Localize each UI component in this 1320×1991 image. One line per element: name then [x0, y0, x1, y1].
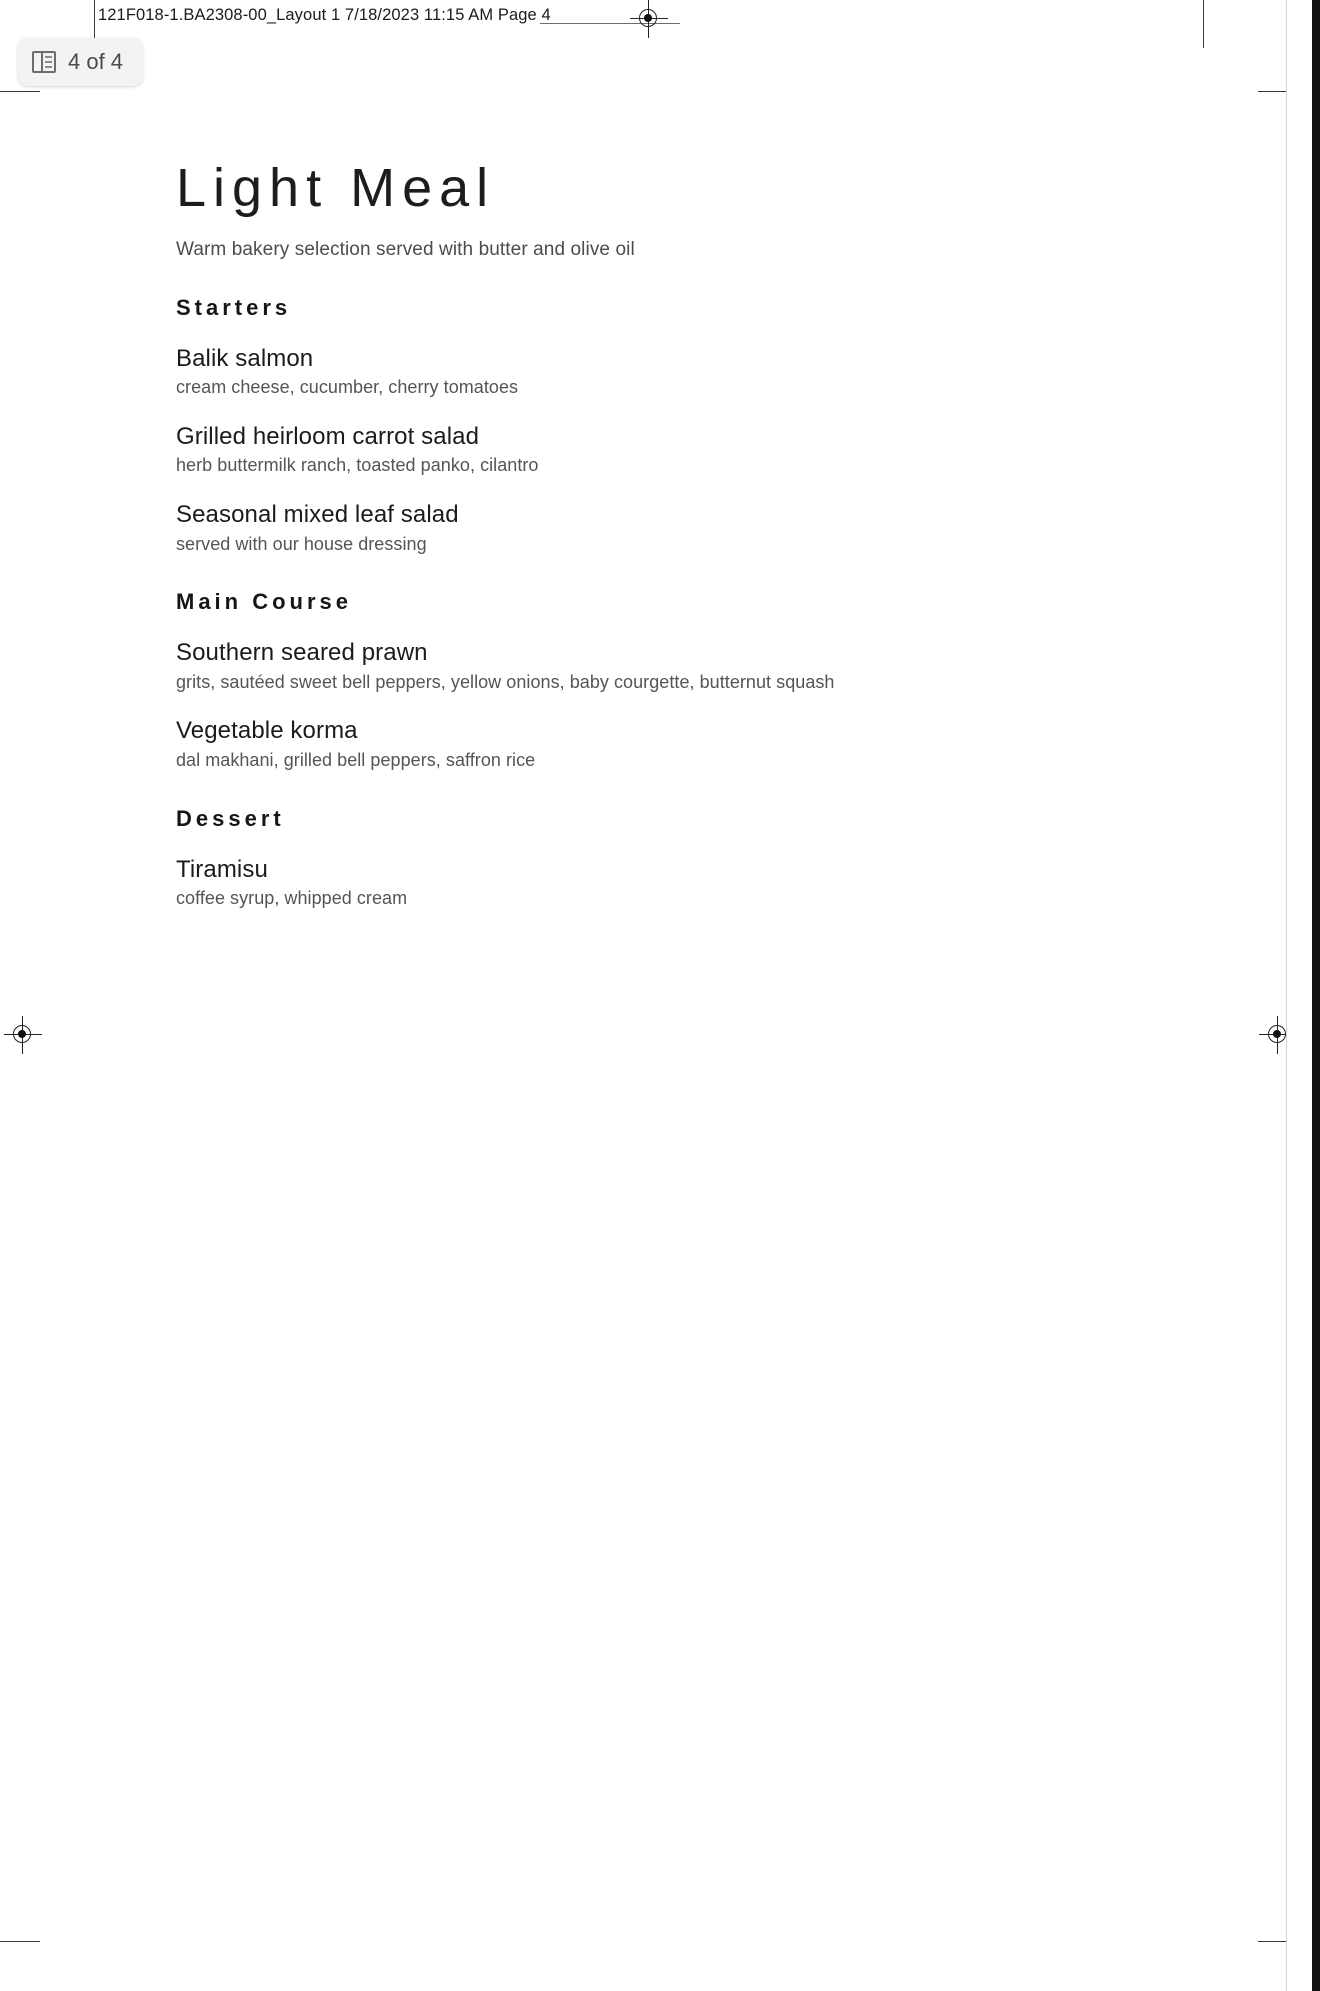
menu-item [176, 345, 1076, 399]
menu-item-name: Southern seared prawn [176, 639, 428, 667]
menu-item [176, 856, 1076, 910]
menu-item-name: Grilled heirloom carrot salad [176, 422, 480, 450]
menu-item-name: Tiramisu [176, 855, 268, 883]
menu-item-description: herb buttermilk ranch, toasted panko, cilantro [176, 455, 539, 476]
menu-subtitle: Warm bakery selection served with butter and olive oil [176, 238, 635, 260]
menu-item-description: grits, sautéed sweet bell peppers, yellow onions, baby courgette, butternut squash [176, 671, 835, 692]
menu-section-dessert [176, 806, 1076, 910]
slug-line: 121F018-1.BA2308-00_Layout 1 7/18/2023 11:15 AM Page 4 [98, 6, 551, 24]
menu-item [176, 717, 1076, 771]
pages-icon [32, 51, 56, 73]
section-heading: Main Course [176, 589, 353, 615]
section-heading: Starters [176, 294, 292, 320]
menu-section-main-course [176, 589, 1076, 771]
menu-item-description: cream cheese, cucumber, cherry tomatoes [176, 377, 519, 398]
menu-item [176, 423, 1076, 477]
page-title: Light Meal [176, 158, 496, 218]
menu-item-description: coffee syrup, whipped cream [176, 888, 408, 909]
menu-item [176, 501, 1076, 555]
window-right-edge [1312, 0, 1320, 1991]
menu-section-starters [176, 295, 1076, 556]
menu-item [176, 639, 1076, 693]
crop-mark-top-right-vertical [1203, 0, 1204, 48]
crop-mark-top-left-horizontal [0, 91, 40, 92]
page-indicator[interactable] [18, 38, 143, 86]
menu-item-name: Balik salmon [176, 344, 314, 372]
crop-mark-bottom-left-horizontal [0, 1941, 40, 1942]
menu-body [176, 160, 1076, 910]
registration-mark-top [636, 6, 662, 32]
menu-item-name: Vegetable korma [176, 717, 358, 745]
section-heading: Dessert [176, 805, 285, 831]
registration-mark-left [10, 1022, 36, 1048]
page-indicator-label: 4 of 4 [68, 49, 124, 74]
menu-item-name: Seasonal mixed leaf salad [176, 501, 459, 529]
menu-item-description: served with our house dressing [176, 533, 427, 554]
menu-item-description: dal makhani, grilled bell peppers, saffron rice [176, 750, 536, 771]
